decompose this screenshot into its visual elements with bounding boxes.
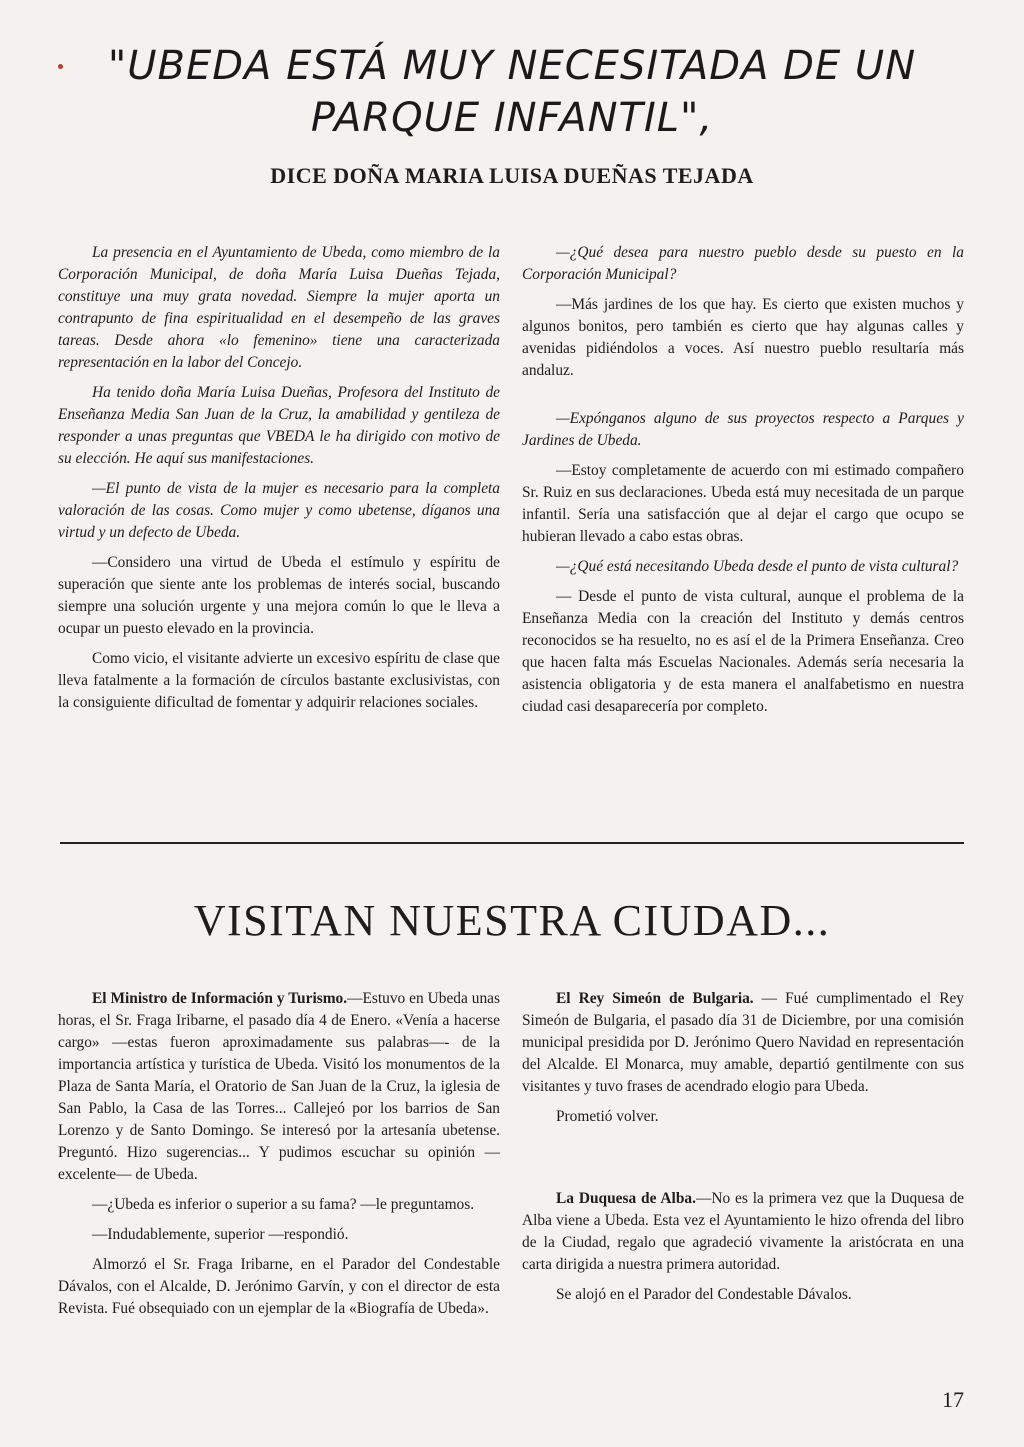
intro-paragraph: La presencia en el Ayuntamiento de Ubeda, como miembro de la Corporación Municipal, de doña María Luisa Dueñas Tejada, constituye una muy grata novedad. Siempre la mujer aporta un contrapunto de fina espiritualidad en el desempeño de las graves tareas. Desde ahora «lo femenino» tiene una caracterizada representación en la labor del Concejo. [58,244,500,371]
visit-paragraph [58,988,500,1186]
interview-question: —¿Qué está necesitando Ubeda desde el punto de vista cultural? [556,558,959,575]
interview-question: —Expónganos alguno de sus proyectos respecto a Parques y Jardines de Ubeda. [522,410,964,449]
visit-text: —No es la primera vez que la Duquesa de Alba viene a Ubeda. Esta vez el Ayuntamiento le hizo ofrenda del libro de la Ciudad, regalo que agradeció vivamente la aristócrata en una carta dirigida a nuestra primera autoridad. [522,1190,964,1273]
interview-right-column [522,242,964,726]
visit-paragraph: Prometió volver. [556,1108,659,1125]
visit-lead: La Duquesa de Alba. [556,1190,696,1207]
visit-text: — Fué cumplimentado el Rey Simeón de Bulgaria, el pasado día 31 de Diciembre, por una comisión municipal presidida por D. Jerónimo Quero Navidad en representación del Alcalde. El Monarca, muy amable, departió gentilmente con sus visitantes y tuvo frases de acendrado elogio para Ubeda. [522,990,964,1095]
page-number: 17 [942,1387,964,1412]
visits-left-column [58,988,500,1328]
visit-paragraph [522,988,964,1098]
interview-answer: Como vicio, el visitante advierte un excesivo espíritu de clase que lleva fatalmente a la formación de círculos bastante exclusivistas, con la consiguiente dificultad de fomentar y adquirir relaciones sociales. [58,650,500,711]
interview-left-column [58,242,500,722]
visit-paragraph [522,1188,964,1276]
page-title: "UBEDA ESTÁ MUY NECESITADA DE UN PARQUE INFANTIL", [107,43,917,141]
visit-lead: El Ministro de Información y Turismo. [92,990,348,1007]
section-divider [60,842,964,844]
visit-paragraph: Se alojó en el Parador del Condestable Dávalos. [556,1286,852,1303]
section-title: VISITAN NUESTRA CIUDAD... [193,896,831,945]
interview-question: —¿Qué desea para nuestro pueblo desde su puesto en la Corporación Municipal? [522,244,964,283]
interview-answer: — Desde el punto de vista cultural, aunque el problema de la Enseñanza Media con la creación del Instituto y demás centros reconocidos se ha resuelto, no es así el de la Primera Enseñanza. Creo que hacen falta más Escuelas Nacionales. Además sería necesaria la asistencia obligatoria y de esta manera el analfabetismo en nuestra ciudad casi desaparecería por completo. [522,588,964,715]
interview-answer: —Más jardines de los que hay. Es cierto que existen muchos y algunos bonitos, pero también es cierto que hay algunas calles y avenidas pidiéndolos a voces. Así nuestro pueblo resultaría más andaluz. [522,296,964,379]
interview-question: —El punto de vista de la mujer es necesario para la completa valoración de las cosas. Como mujer y como ubetense, díganos una virtud y un defecto de Ubeda. [58,480,500,541]
interview-answer: —Considero una virtud de Ubeda el estímulo y espíritu de superación que siente ante los problemas de interés social, buscando siempre una solución urgente y una mejora común lo que le lleva a ocupar un puesto elevado en la provincia. [58,554,500,637]
visit-lead: El Rey Simeón de Bulgaria. [556,990,754,1007]
visit-text: —Estuvo en Ubeda unas horas, el Sr. Fraga Iribarne, el pasado día 4 de Enero. «Venía a hacerse cargo» —estas fueron aproximadamente sus palabras—- de la importancia artística y turística de Ubeda. Visitó los monumentos de la Plaza de Santa María, el Oratorio de San Juan de la Cruz, la iglesia de San Pablo, la Casa de las Torres... Callejeó por los barrios de San Lorenzo y de Santo Domingo. Se interesó por la artesanía ubetense. Preguntó. Hizo sugerencias... Y pudimos escuchar su opinión —excelente— de Ubeda. [58,990,500,1183]
visit-paragraph: —Indudablemente, superior —respondió. [92,1226,349,1243]
intro-paragraph: Ha tenido doña María Luisa Dueñas, Profesora del Instituto de Enseñanza Media San Juan de la Cruz, la amabilidad y gentileza de responder a unas preguntas que VBEDA le ha dirigido con motivo de su elección. He aquí sus manifestaciones. [58,384,500,467]
visits-right-column [522,988,964,1314]
visit-paragraph: —¿Ubeda es inferior o superior a su fama? —le preguntamos. [92,1196,475,1213]
visit-paragraph: Almorzó el Sr. Fraga Iribarne, en el Parador del Condestable Dávalos, con el Alcalde, D. Jerónimo Garvín, y con el director de esta Revista. Fué obsequiado con un ejemplar de la «Biografía de Ubeda». [58,1256,500,1317]
page-subtitle: DICE DOÑA MARIA LUISA DUEÑAS TEJADA [270,163,754,188]
interview-answer: —Estoy completamente de acuerdo con mi estimado compañero Sr. Ruiz en sus declaraciones. Ubeda está muy necesitada de un parque infantil. Sería una satisfacción que al dejar el cargo que ocupo se hubieran llevado a cabo estas obras. [522,462,964,545]
